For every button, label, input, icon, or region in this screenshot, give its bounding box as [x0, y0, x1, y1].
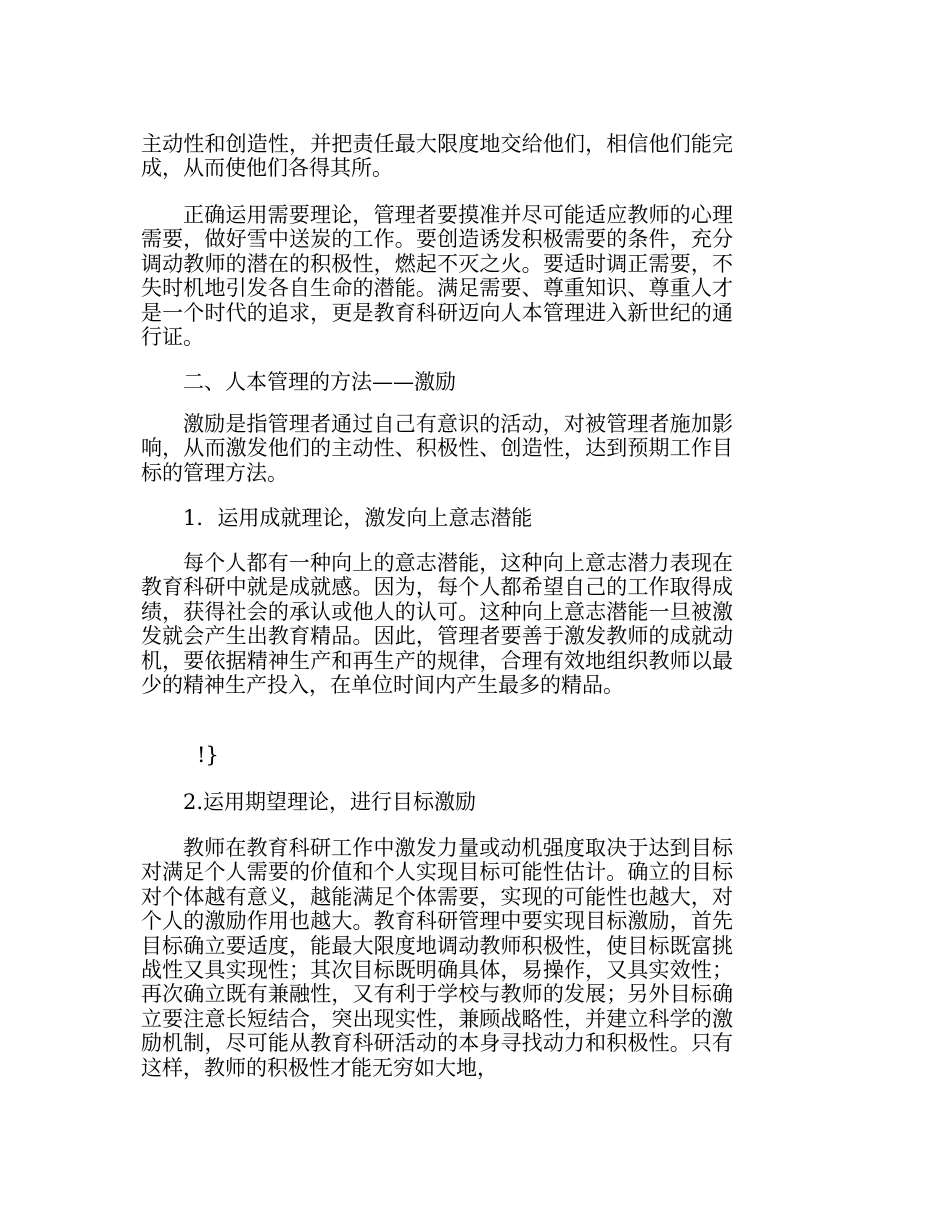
paragraph-incentive-definition: 激励是指管理者通过自己有意识的活动，对被管理者施加影响，从而激发他们的主动性、积极性、创造性，达到预期工作目标的管理方法。 [141, 412, 733, 485]
section-heading-incentive: 二、人本管理的方法——激励 [183, 370, 456, 394]
paragraph-continuation: 主动性和创造性，并把责任最大限度地交给他们，相信他们能完成，从而使他们各得其所。 [141, 132, 733, 181]
subheading-expectancy-theory: 2.运用期望理论，进行目标激励 [183, 790, 477, 814]
subheading-achievement-theory: 1．运用成就理论，激发向上意志潜能 [183, 506, 533, 530]
paragraph-achievement: 每个人都有一种向上的意志潜能，这种向上意志潜力表现在教育科研中就是成就感。因为，每个人都希望自己的工作取得成绩，获得社会的承认或他人的认可。这种向上意志潜能一旦被激发就会产生出教育精品。因此，管理者要善于激发教师的成就动机，要依据精神生产和再生产的规律，合理有效地组织教师以最少的精神生产投入，在单位时间内产生最多的精品。 [141, 551, 733, 698]
paragraph-goal-incentive: 教师在教育科研工作中激发力量或动机强度取决于达到目标对满足个人需要的价值和个人实现目标可能性估计。确立的目标对个体越有意义，越能满足个体需要，实现的可能性也越大，对个人的激励作用也越大。教育科研管理中要实现目标激励，首先目标确立要适度，能最大限度地调动教师积极性，使目标既富挑战性又具实现性；其次目标既明确具体，易操作，又具实效性；再次确立既有兼融性，又有利于学校与教师的发展；另外目标确立要注意长短结合，突出现实性，兼顾战略性，并建立科学的激励机制，尽可能从教育科研活动的本身寻找动力和积极性。只有这样，教师的积极性才能无穷如大地， [141, 836, 733, 1080]
stray-glyphs: !} [197, 743, 219, 767]
paragraph-needs-theory: 正确运用需要理论，管理者要摸准并尽可能适应教师的心理需要，做好雪中送炭的工作。要创造诱发积极需要的条件，充分调动教师的潜在的积极性，燃起不灭之火。要适时调正需要，不失时机地引发各自生命的潜能。满足需要、尊重知识、尊重人才是一个时代的追求，更是教育科研迈向人本管理进入新世纪的通行证。 [141, 203, 733, 350]
